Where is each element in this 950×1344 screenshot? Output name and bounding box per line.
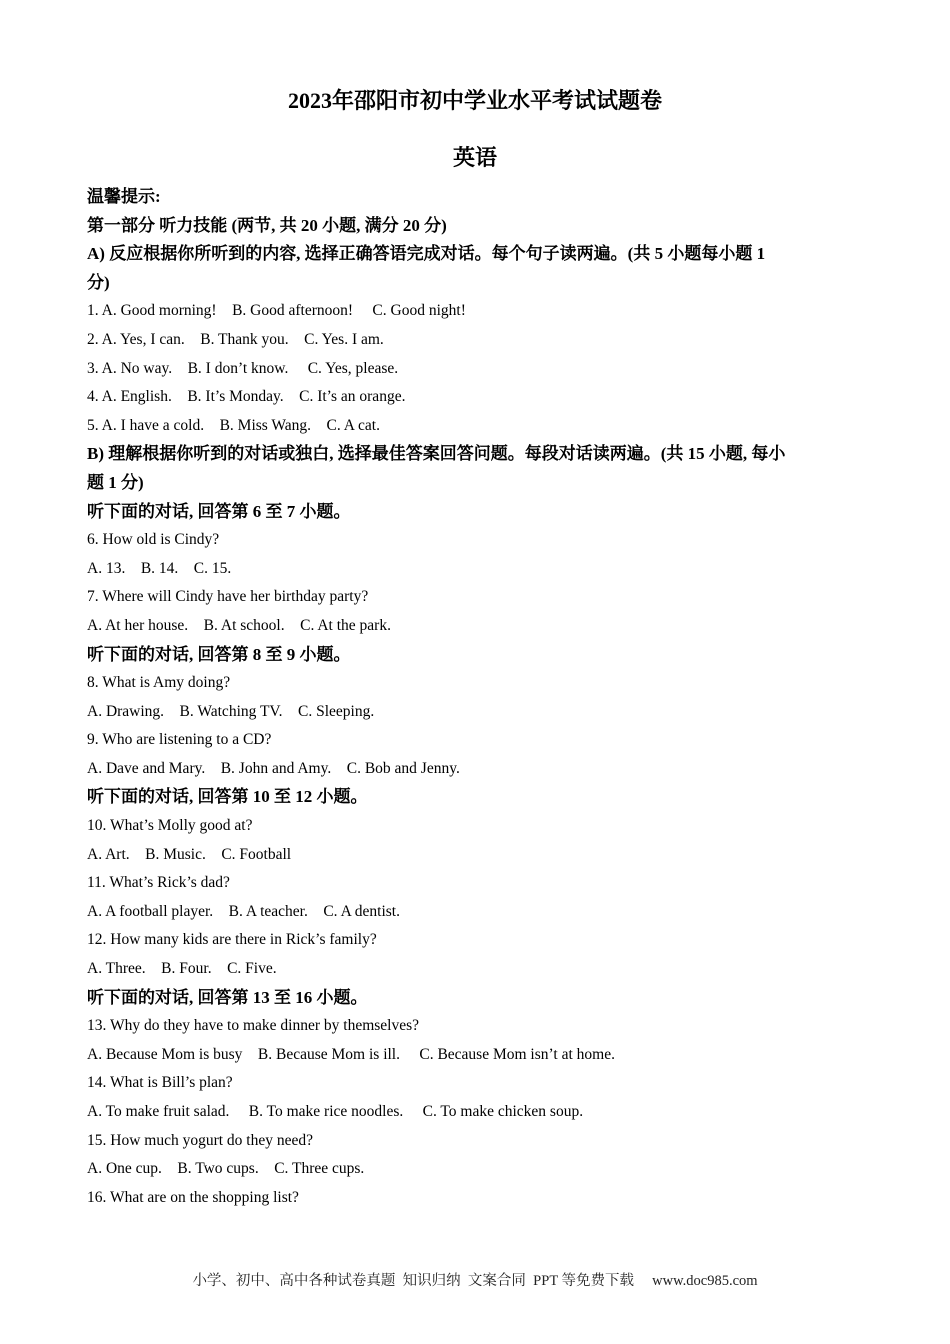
question-line: 9. Who are listening to a CD? <box>87 731 272 749</box>
question-line: 15. How much yogurt do they need? <box>87 1131 313 1149</box>
question-line: 11. What’s Rick’s dad? <box>87 874 230 892</box>
question-line: 10. What’s Molly good at? <box>87 817 253 835</box>
exam-title: 2023年邵阳市初中学业水平考试试题卷 <box>287 88 662 113</box>
answer-options: A. A football player. B. A teacher. C. A dentist. <box>87 902 400 920</box>
answer-options: A. At her house. B. At school. C. At the park. <box>87 616 391 634</box>
question-line: 1. A. Good morning! B. Good afternoon! C. Good night! <box>87 302 466 320</box>
question-line: 3. A. No way. B. I don’t know. C. Yes, please. <box>87 359 399 377</box>
exam-content <box>87 183 872 1212</box>
section-a-heading: A) 反应根据你所听到的内容, 选择正确答语完成对话。每个句子读两遍。(共 5 小题每小题 1 <box>87 244 766 264</box>
group-heading: 听下面的对话, 回答第 10 至 12 小题。 <box>87 787 368 807</box>
answer-options: A. Art. B. Music. C. Football <box>87 845 292 863</box>
answer-options: A. Three. B. Four. C. Five. <box>87 960 277 978</box>
answer-options: A. Because Mom is busy B. Because Mom is ill. C. Because Mom isn’t at home. <box>87 1045 615 1063</box>
tip-label: 温馨提示: <box>87 187 161 206</box>
question-line: 6. How old is Cindy? <box>87 531 220 549</box>
question-line: 14. What is Bill’s plan? <box>87 1074 233 1092</box>
group-heading: 听下面的对话, 回答第 13 至 16 小题。 <box>87 987 368 1007</box>
answer-options: A. 13. B. 14. C. 15. <box>87 559 232 577</box>
answer-options: A. One cup. B. Two cups. C. Three cups. <box>87 1160 365 1178</box>
question-line: 16. What are on the shopping list? <box>87 1188 299 1206</box>
page-footer: 小学、初中、高中各种试卷真题 知识归纳 文案合同 PPT 等免费下载 www.doc985.com <box>192 1273 758 1289</box>
question-line: 8. What is Amy doing? <box>87 674 231 692</box>
part1-heading: 第一部分 听力技能 (两节, 共 20 小题, 满分 20 分) <box>87 215 447 235</box>
answer-options: A. To make fruit salad. B. To make rice noodles. C. To make chicken soup. <box>87 1103 584 1120</box>
section-b-heading: B) 理解根据你听到的对话或独白, 选择最佳答案回答问题。每段对话读两遍。(共 15 小题, 每小 <box>87 444 786 464</box>
question-line: 12. How many kids are there in Rick’s family? <box>87 931 377 949</box>
section-b-heading-cont: 题 1 分) <box>87 472 144 492</box>
section-a-heading-cont: 分) <box>87 272 110 292</box>
question-line: 5. A. I have a cold. B. Miss Wang. C. A cat. <box>87 416 380 434</box>
question-line: 4. A. English. B. It’s Monday. C. It’s an orange. <box>87 388 406 406</box>
subject-title: 英语 <box>452 145 497 170</box>
group-heading: 听下面的对话, 回答第 6 至 7 小题。 <box>87 501 351 521</box>
group-heading: 听下面的对话, 回答第 8 至 9 小题。 <box>87 644 351 664</box>
question-line: 7. Where will Cindy have her birthday party? <box>87 588 369 606</box>
question-line: 2. A. Yes, I can. B. Thank you. C. Yes. I am. <box>87 330 384 348</box>
question-line: 13. Why do they have to make dinner by themselves? <box>87 1017 420 1035</box>
answer-options: A. Dave and Mary. B. John and Amy. C. Bob and Jenny. <box>87 759 460 777</box>
answer-options: A. Drawing. B. Watching TV. C. Sleeping. <box>87 702 375 720</box>
